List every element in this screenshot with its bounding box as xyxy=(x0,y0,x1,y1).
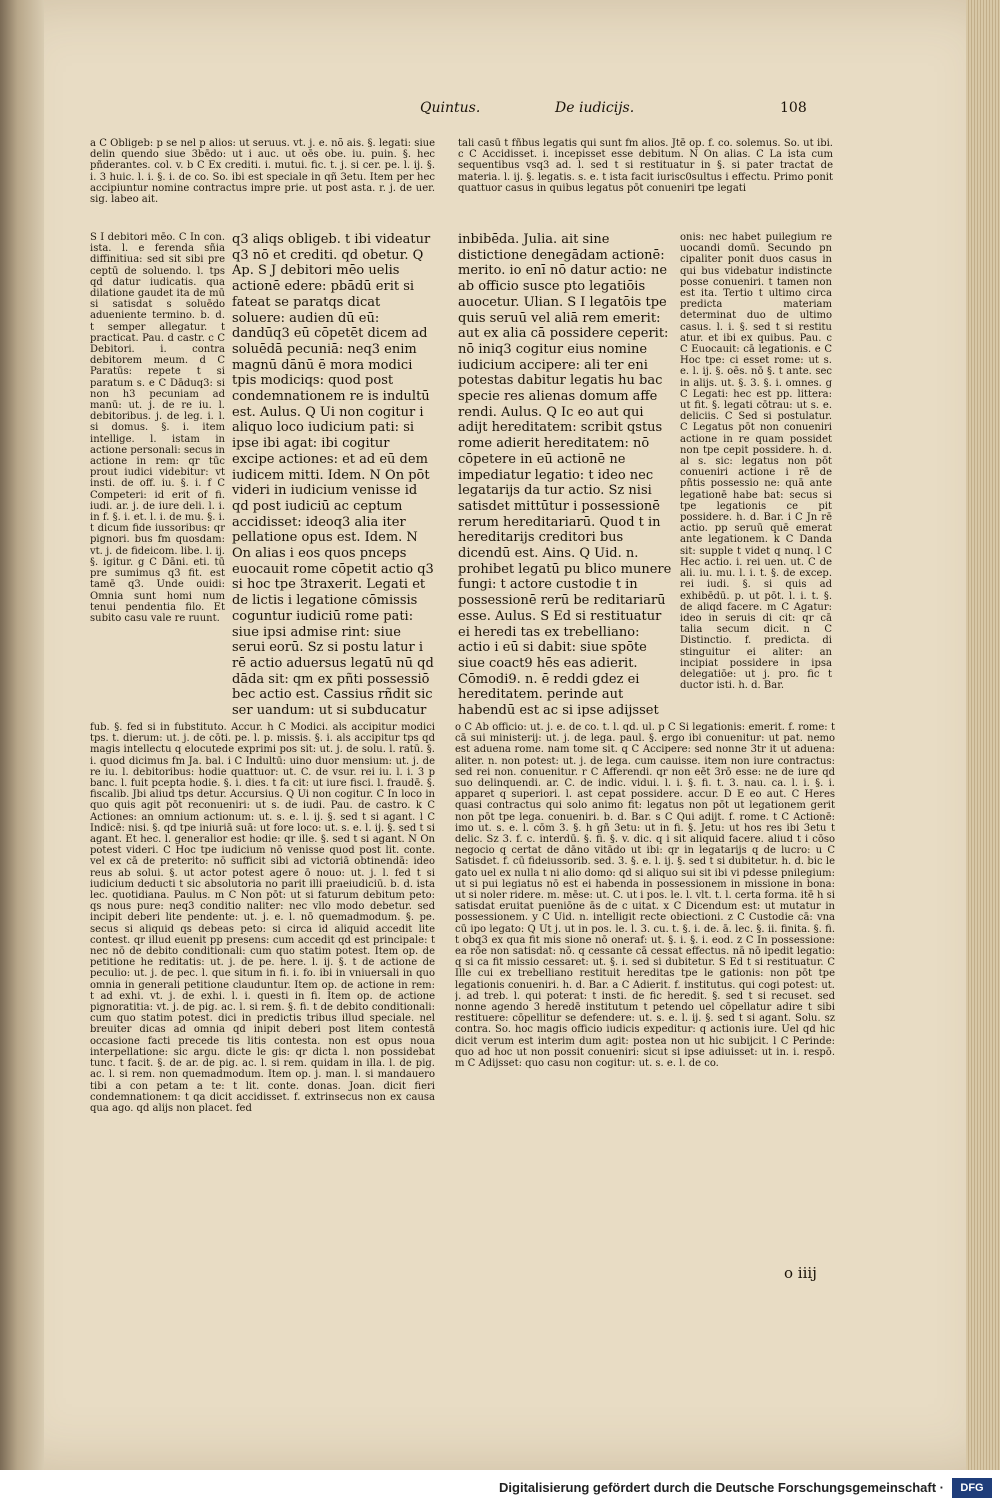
signature-mark: o iiij xyxy=(784,1264,817,1282)
page-number: 108 xyxy=(780,100,807,116)
gloss-bottom-right: o C Ab officio: ut. j. e. de co. t. l. qd. ul. p C Si legationis: emerit. f. rome: t cā sui ministerij: ut. j. de lega. paul. §. ergo ibi conuenitur: ut pat. nemo est aduena rome. nam tome sit. q C Accipere: sed nonne 3tr it ut aduena: aliter. n. non potest: ut. j. de lega. cum cauisse. item non iure contractus: sed rei non. conuenitur. r C Afferendi. qr non eēt 3rō esse: ne de iure qd suo delinquendi. ar. C. de indic. vidui. l. i. §. fi. t. 3. nau. ca. l. i. §. i. apparet q superiori. l. ast cepat possidere. accur. D E eo aut. C Heres quasi contractus qui solo animo fit: legatus non pōt ut legationem gerit non pōt tpe lega. conueniri. b. d. Bar. s C Qui adijt. f. rome. t C Actionē: imo ut. s. e. l. cōm 3. §. h gñ 3etu: ut in fi. §. Jetu: ut hos res ibi 3etu t delic. Sz 3. f. c. interdū. §. fi. §. v. dic. q i sit aliquid facere. aliud t i cōso negocio q certat de dāno vitādo ut ibi: qr in legatarijs q de lucro: u C Satisdet. f. cū fideiussorib. sed. 3. §. e. l. ij. §. sed t si dubitetur. h. d. bic le gato uel ex nulla t ni alio domo: qd si aliquo sui sit ibi vi pdesse pnilegium: ut si pui legiatus nō est ei habenda in possessionem in missione in bona: ut si noler ridere. m. mēse: ut. C. ut i pos. le. l. vlt. t. l. certa forma. itē h si satisdat eruitat pueniōne ās de c uitat. x C Dicendum est: ut mutatur in possessionem. y C Uid. n. intelligit recte obiectioni. z C Custodie cā: vna cū ipo legato: Q Ut j. ut in pos. le. l. 3. cu. t. §. i. de. ā. lec. §. ii. finita. §. fi. t obq3 ex qua fit mis sione nō oneraf: ut. §. i. §. i. eod. z C In possessione: ea rōe non satisdat: nō. q cessante cā cessat effectus. nā nō ipedit legatio: q si ca fit missio cessaret: ut. §. i. sed si dubitetur. S Ed t si restituatur. C Ille cui ex trebelliano restituit hereditas tpe le gationis: non pōt tpe legationis conueniri. h. d. Bar. a C Adierit. f. institutus. qui cogi potest: ut. j. ad treb. l. qui poterat: t insti. de fic heredit. §. sed t si recuset. sed nonne agendo 3 heredē institutum t petendo uel cōpellatur adire t sibi restituere: cōpellitur se defendere: ut. s. e. l. ij. §. sed t si agant. Solu. sz contra. So. hoc magis officio iudicis expeditur: q actionis iure. Uel qd hic dicit verum est interim dum agit: postea non ut hic subijcit. l C Perinde: quo ad hoc ut non possit conueniri: sicut si ipse adiuisset: ut in. i. respō. m C Adijsset: quo casu non cogitur: ut. s. e. l. de co. xyxy=(455,722,835,1070)
gloss-right-margin: onis: nec habet puilegium re uocandi domū. Secundo pn cipaliter ponit duos casus in qui bus videbatur indistincte posse conueniri. t tamen non est ita. Tertio t ultimo circa predicta materiam determinat duo de ultimo casus. l. i. §. sed t si restitu atur. et ibi ex quibus. Pau. c C Euocauit: cā legationis. e C Hoc tpe: ci esset rome: ut s. e. l. ij. §. oēs. nō §. t ante. sec in alijs. ut. §. 3. §. i. omnes. g C Legati: hec est pp. littera: ut fit. §. legati cōtrau: ut s. e. deliciis. C Sed si postulatur. C Legatus pōt non conueniri actione in re quam possidet non tpe cepit possidere. h. d. al s. sic: legatus non pōt conueniri actione i rē de pñtis possessio ne: quā ante legationē habe bat: secus si tpe legationis ce pit possidere. h. d. Bar. i C Jn rē actio. pp seruū quē emerat ante legationem. k C Danda sit: supple t videt q nunq. l C Hec actio. i. rei uen. ut. C de ali. iu. mu. l. i. t. §. de excep. rei iudi. §. si quis ad exhibēdū. p. ut pōt. l. i. t. §. de aliqd facere. m C Agatur: ideo in seruis di cit: qr cā talia secum dicit. n C Distinctio. f. predicta. di stinguitur ei aliter: an incipiat possidere in ipsa delegatiōe: ut j. pro. fic t ductor isti. h. d. Bar. xyxy=(680,232,832,692)
gloss-top-right: tali casū t fñbus legatis qui sunt fm alios. Jtē op. f. co. solemus. So. ut ibi. c C Accidisset. i. incepisset esse debitum. N On alias. C La ista cum sequentibus vsq3 ad. l. sed t si restituatur in §. si pater tractat de materia. l. ij. §. legatis. s. e. t ista facit iurisc0sultus i effectu. Primo ponit quattuor casus in quibus legatus pōt conueniri tpe legati xyxy=(458,138,833,194)
book-gutter xyxy=(0,0,44,1470)
gloss-top-left: a C Obligeb: p se nel p alios: ut seruus. vt. j. e. nõ ais. §. legati: siue delin quendo siue 3bēdo: ut i auc. ut oēs obe. iu. puin. §. hec pñderantes. col. v. b C Ex crediti. i. mutui. fic. t. j. si cer. pe. l. ij. §. i. 3 huic. l. i. §. i. de co. So. ibi est speciale in qñ 3etu. Item per hec accipiuntur nomine contractus impre prie. ut post asta. r. j. de uer. sig. labeo ait. xyxy=(90,138,435,206)
gloss-left-margin: S I debitori mēo. C In con. ista. l. e ferenda sñia diffinitiua: sed sit sibi pre ceptū de soluendo. l. tps qd datur iudicatis. qua dilatione gaudet ita de mū si satisdat s soluēdo adueniente termino. b. d. t semper allegatur. t practicat. Pau. d castr. c C Debitori. i. contra debitorem meum. d C Paratūs: repete t si paratum s. e C Dāduq3: si non h3 pecuniam ad manū: ut. j. de re iu. l. debitoribus. j. de leg. i. l. si domus. §. i. item intellige. l. istam in actione personali: secus in actione in rem: qr tūc prout iudici videbitur: vt insti. de off. iu. §. i. f C Competeri: id erit of fi. iudi. ar. j. de iure deli. l. i. in f. §. i. et. l. i. de mu. §. i. t dicum fide iussoribus: qr pignori. bus fm quosdam: vt. j. de fideicom. libe. l. ij. §. igitur. g C Dāni. eti. tū pre sumimus q3 fit. est tamē q3. Unde ouidi: Omnia sunt homi num tenui pendentia filo. Et subito casu vale re ruunt. xyxy=(90,232,225,624)
main-text-column-a: q3 aliqs obligeb. t ibi videatur q3 nō et crediti. qd obetur. Q Ap. S J debitori mēo uelis actionē edere: pbādū erit si fateat se paratqs dicat soluere: audien dū eū: dandūq3 eū cōpetēt dicem ad soluēdā pecuniā: neq3 enim magnū dānū ē mora modici tpis modiciqs: quod post condemnationem re is indultū est. Aulus. Q Ui non cogitur i aliquo loco iudicium pati: si ipse ibi agat: ibi cogitur excipe actiones: et ad eū dem iudicem mitti. Idem. N On pōt videri in iudicium venisse id qd post iudiciū ac ceptum accidisset: ideoq3 alia iter pellatione opus est. Idem. N On alias i eos quos pnceps euocauit rome cōpetit actio q3 si hoc tpe 3traxerit. Legati et de lictis i legatione cōmissis coguntur iudiciū rome pati: siue ipsi admise rint: siue serui eorū. Sz si postu latur i rē actio aduersus legatū nū qd dāda sit: qm ex pñti possessiō bec actio est. Cassius rñdit sic ser uandum: ut si subducatur xyxy=(232,232,434,719)
running-header xyxy=(420,100,820,124)
main-text-column-b: inbibēda. Julia. ait sine distictione denegādam actionē: merito. io enī nō datur actio: ne ab officio susce pto legatiōis auocetur. Ulian. S I legatōis tpe quis seruū vel aliā rem emerit: aut ex alia cā possidere ceperit: nō iniq3 cogitur eius nomine iudicium accipere: ali ter eni potestas dabitur legatis hu bac specie res alienas domum affe rendi. Aulus. Q Ic eo aut qui adijt hereditatem: scribit qstus rome adierit hereditatem: nō cōpetere in eū actionē ne impediatur legatio: t ideo nec legatarijs da tur actio. Sz nisi satisdet mittūtur i possessionē rerum hereditariarū. Quod t in hereditarijs creditori bus dicendū est. Ains. Q Uid. n. prohibet legatū pu blico munere fungi: t actore custodie t in possessionē rerū be reditariarū esse. Aulus. S Ed si restituatur ei heredi tas ex trebelliano: actio i eū si dabit: siue spōte siue coact9 hēs eas adierit. Cōmodi9. n. ē reddi gdez ei hereditatem. perinde aut habendū est ac si ipse adijsset xyxy=(458,232,672,719)
dfg-logo: DFG xyxy=(952,1478,992,1498)
gloss-bottom-left: fub. §. fed si in fubstituto. Accur. h C Modici. als accipitur modici tps. t. dierum: ut. j. de cōti. pe. l. p. missis. §. i. als accipitur tps qd magis intellectu q elocutede exprimi pos sit: ut. j. de solu. l. ratū. §. i. quod dicimus fm Ja. bal. i C Indultū: uino duor mensium: ut. j. de re iu. l. debitoribus: hodie quattuor: ut. C. de vsur. rei iu. l. i. 3 p banc. l. fuit pcepta hodie. §. i. dies. t fa cit: ut iure fisci. l. fraudē. §. fiscalib. Jbi aliud tps detur. Accursius. Q Ui non cogitur. C In loco in quo quis agit pōt reconueniri: ut s. de iudi. Pau. de castro. k C Actiones: an omnium actionum: ut. s. e. l. ij. §. sed t si agant. l C Indicē: nisi. §. qd tpe iniuriā suā: ut fore loco: ut. s. e. l. ij. §. sed t si agant. Et hec. l. generalior est hodie: qr ille. §. sed t si agant. N On potest videri. C Hoc tpe iudicium nō venisse quod post lit. conte. vel ex cā de preterito: nō sufficit sibi ad victoriā obtinendā: ideo reus ab solui. §. ut actor potest agere ō nouo: ut. j. l. fed t si iudicium deducti t sic absolutoria no parit illi praeiudiciū. b. d. ista lec. quotidiana. Paulus. m C Non pōt: ut si faturum debitum peto: qs nous pure: neq3 conditio naliter: nec vllo modo debetur. sed incipit deberi lite pendente: ut. j. e. l. nō quemadmodum. §. pe. secus si aliquid qs debeas peto: si circa id aliquid accedit lite contest. qr illud euenit pp presens: cum accedit qd est principale: t nec nō de debito conditionali: cum quo statim potest. Item op. de petitione he reditatis: ut. j. de pe. here. l. ij. §. t de actione de peculio: ut. j. de pec. l. que situm in fi. i. fo. ibi in vniuersali in quo omnia in generali petitione clauduntur. Item op. de actione in rem: t ad exhi. vt. j. de exhi. l. i. questi in fi. Item op. de actione pignoratitia: vt. j. de pig. ac. l. si rem. §. fi. t de debito conditionali: cum quo statim potest. dici in predictis tribus illud speciale. nel breuiter dicas ad omnia qd inipit deberi post litem contestā occasione facti precede tis litis contesta. non est opus noua interpellatione: sic argu. dicte le gis: qr dicta l. non possidebat tunc. t facit. §. de ar. de pig. ac. l. si rem. quidam in illa. l. de pig. ac. l. si rem. non quemadmodum. Item op. j. man. l. si mandauero tibi a con petam a te: t lit. conte. donas. Joan. dicit fieri condemnationem: t qa dicit accidisset. f. extrinsecus non ex causa qua ago. qd alijs non placet. fed xyxy=(90,722,435,1114)
header-title: De iudicijs. xyxy=(555,100,635,116)
header-book: Quintus. xyxy=(420,100,481,116)
footer-credit: Digitalisierung gefördert durch die Deutsche Forschungsgemeinschaft · xyxy=(499,1480,944,1495)
footer-bar xyxy=(0,1470,1000,1506)
page-edges xyxy=(966,0,1000,1470)
